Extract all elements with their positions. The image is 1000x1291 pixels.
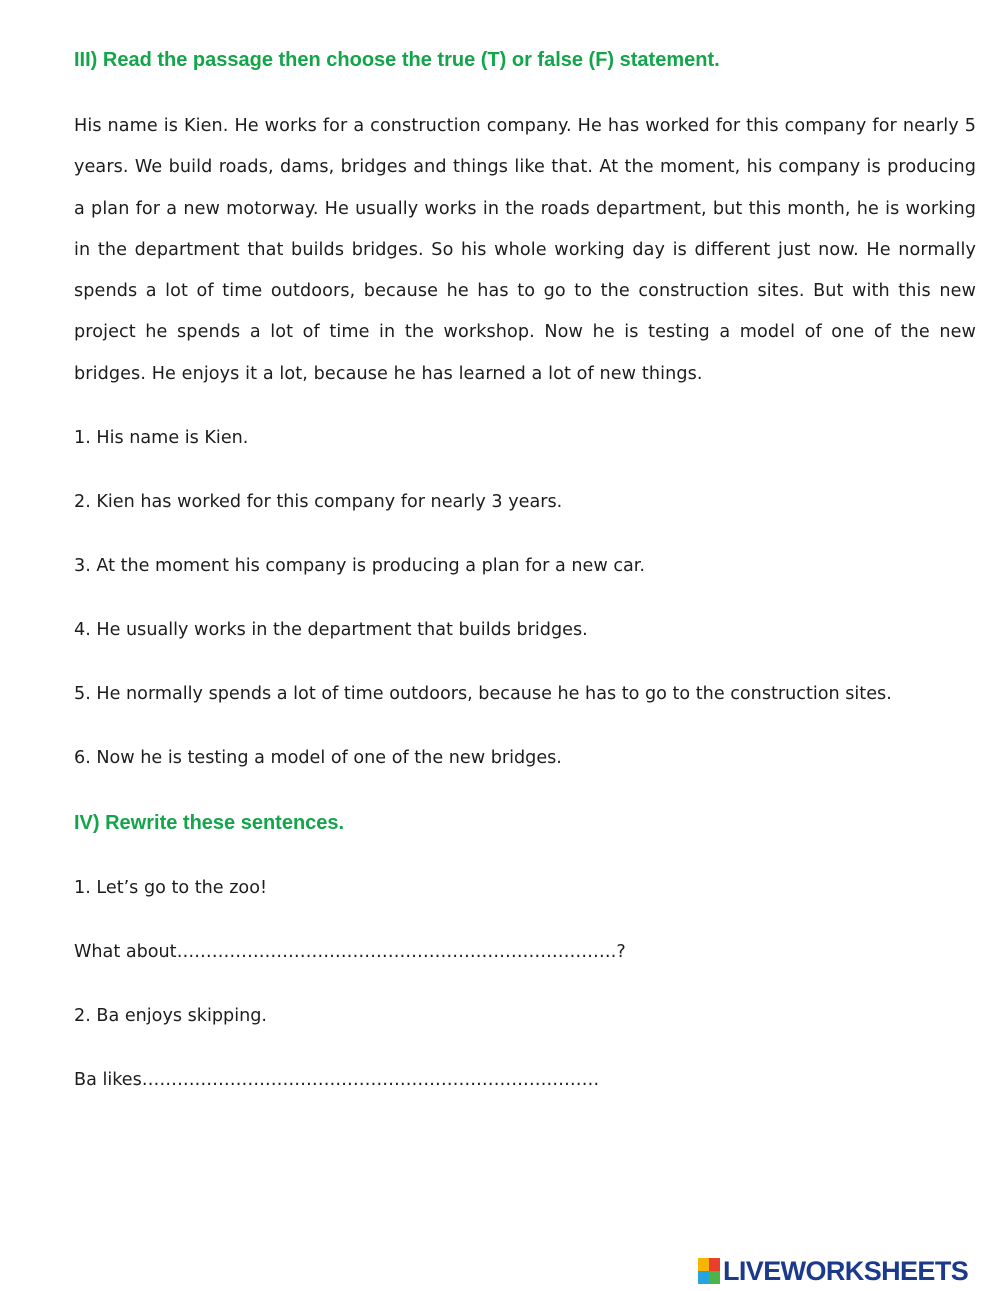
section-4-heading: IV) Rewrite these sentences. <box>74 812 345 834</box>
statement-3: 3. At the moment his company is producing a plan for a new car. <box>74 556 645 576</box>
liveworksheets-logo <box>698 1256 994 1286</box>
reading-passage: His name is Kien. He works for a construction company. He has worked for this company for nearly 5 years. We build roads, dams, bridges and things like that. At the moment, his company is producing a plan for a new motorway. He usually works in the roads department, but this month, he is working in the department that builds bridges. So his whole working day is different just now. He normally spends a lot of time outdoors, because he has to go to the construction sites. But with this new project he spends a lot of time in the workshop. Now he is testing a model of one of the new bridges. He enjoys it a lot, because he has learned a lot of new things. <box>74 116 976 384</box>
statement-2: 2. Kien has worked for this company for nearly 3 years. <box>74 492 563 512</box>
statement-6: 6. Now he is testing a model of one of the new bridges. <box>74 748 562 768</box>
rewrite-answer-line-2: Ba likes…………………………………………………………………… <box>74 1070 600 1090</box>
liveworksheets-logo-icon <box>698 1258 720 1284</box>
rewrite-sentence-2: 2. Ba enjoys skipping. <box>74 1006 267 1026</box>
statement-4: 4. He usually works in the department that builds bridges. <box>74 620 588 640</box>
rewrite-answer-line-1: What about…………………………………………………………………? <box>74 942 626 962</box>
statement-1: 1. His name is Kien. <box>74 428 249 448</box>
rewrite-sentence-1: 1. Let’s go to the zoo! <box>74 878 268 898</box>
section-3-heading: III) Read the passage then choose the true (T) or false (F) statement. <box>74 49 720 71</box>
logo-text: LIVEWORKSHEETS <box>723 1256 969 1286</box>
statement-5: 5. He normally spends a lot of time outdoors, because he has to go to the construction sites. <box>74 684 892 704</box>
